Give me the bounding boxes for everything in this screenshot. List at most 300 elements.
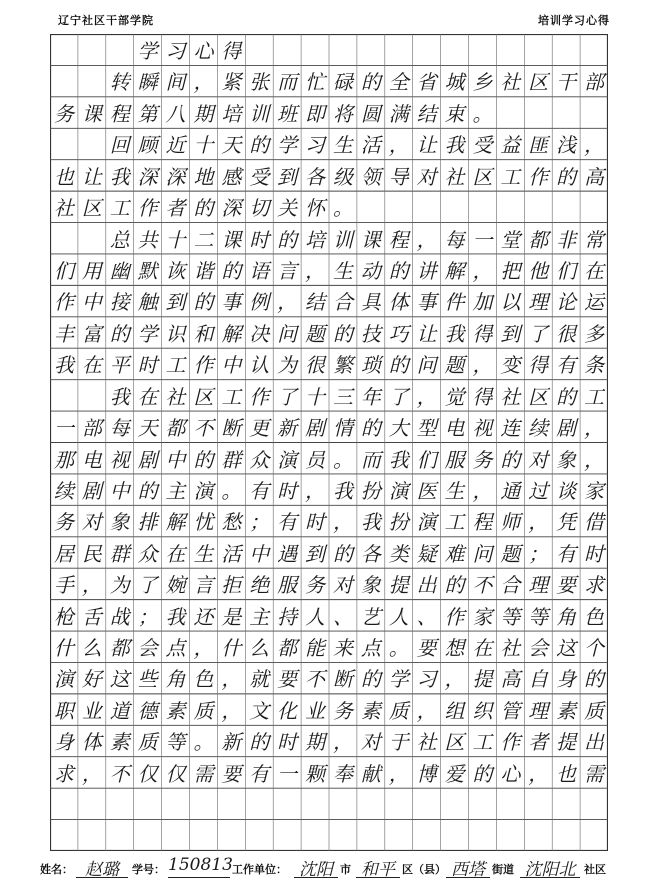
grid-character: 有	[249, 478, 270, 503]
grid-character: 运	[584, 290, 605, 315]
grid-character: 生	[332, 258, 353, 283]
grid-character: 共	[137, 227, 158, 252]
grid-character: 习	[165, 39, 186, 63]
grid-character: 学	[388, 667, 409, 692]
grid-character: 不	[305, 667, 326, 692]
grid-character: 合	[500, 573, 521, 598]
grid-character: 通	[500, 478, 521, 503]
grid-character: 仅	[137, 761, 158, 786]
grid-character: 间	[165, 70, 186, 95]
grid-character: 我	[444, 321, 465, 346]
grid-character: 断	[332, 667, 353, 692]
grid-character: 都	[277, 636, 298, 661]
grid-character: 素	[165, 698, 186, 723]
grid-character: 务	[53, 101, 74, 126]
grid-character: 了	[388, 384, 409, 409]
grid-character: 仅	[165, 761, 186, 786]
grid-character: 等	[500, 604, 521, 629]
grid-character: 一	[277, 761, 298, 786]
grid-character: 的	[193, 290, 214, 315]
grid-character: 培	[221, 101, 242, 126]
text-line	[50, 600, 608, 631]
grid-character: 业	[305, 698, 326, 723]
grid-character: 师	[500, 510, 521, 535]
grid-character: 时	[137, 353, 158, 378]
grid-character: 十	[305, 384, 326, 409]
grid-character: 时	[277, 478, 298, 503]
grid-character: 体	[388, 290, 409, 315]
grid-character: 社	[500, 70, 521, 95]
grid-character: 文	[249, 698, 270, 723]
grid-character: 的	[193, 447, 214, 472]
grid-character: 都	[109, 636, 130, 661]
grid-character: 剧	[81, 478, 102, 503]
grid-character: 新	[277, 416, 298, 441]
grid-character: 排	[137, 510, 158, 535]
grid-character: 身	[53, 730, 74, 755]
grid-sheet	[50, 34, 608, 851]
grid-character: 培	[305, 227, 326, 252]
grid-character: 得	[221, 39, 242, 63]
grid-character	[78, 384, 106, 410]
grid-character: ，	[332, 510, 353, 535]
grid-character: 谈	[556, 478, 577, 503]
grid-character: 以	[500, 290, 521, 315]
grid-character: 怀	[305, 196, 326, 221]
grid-character: 区	[193, 384, 214, 409]
grid-character: 剧	[137, 447, 158, 472]
grid-character: 认	[249, 353, 270, 378]
grid-character: 的	[584, 667, 605, 692]
text-line	[50, 631, 608, 662]
grid-character: 主	[165, 478, 186, 503]
grid-character: 众	[249, 447, 270, 472]
grid-character: 生	[444, 478, 465, 503]
grid-character: 剧	[305, 416, 326, 441]
grid-character: 十	[193, 133, 214, 158]
grid-character: 社	[500, 384, 521, 409]
grid-character: 浅	[556, 133, 577, 158]
grid-character: 愁	[221, 510, 242, 535]
grid-character: 圆	[360, 101, 381, 126]
grid-character: 。	[193, 730, 214, 755]
grid-character: 作	[53, 290, 74, 315]
grid-character: 工	[500, 164, 521, 189]
grid-character: 更	[249, 416, 270, 441]
text-line	[50, 568, 608, 599]
grid-character: 理	[528, 698, 549, 723]
grid-character: 我	[332, 478, 353, 503]
grid-character: 质	[193, 698, 214, 723]
grid-character: 忧	[193, 510, 214, 535]
grid-character	[50, 38, 78, 64]
grid-character: 满	[388, 101, 409, 126]
grid-character: 凭	[556, 510, 577, 535]
grid-character: ，	[416, 227, 437, 252]
grid-character: 碌	[332, 70, 353, 95]
grid-character: 言	[277, 258, 298, 283]
grid-character: 连	[500, 416, 521, 441]
grid-character: ，	[332, 730, 353, 755]
grid-character: 在	[584, 258, 605, 283]
grid-character: 社	[500, 636, 521, 661]
grid-character: 来	[332, 636, 353, 661]
grid-character: ，	[388, 761, 409, 786]
grid-character: 的	[332, 321, 353, 346]
grid-character: 务	[53, 510, 74, 535]
grid-character: 问	[472, 541, 493, 566]
grid-character: 活	[221, 541, 242, 566]
grid-character: 作	[500, 730, 521, 755]
grid-character	[106, 38, 134, 64]
grid-character: 续	[528, 416, 549, 441]
grid-character: 导	[388, 164, 409, 189]
grid-character: 让	[81, 164, 102, 189]
grid-character: 的	[500, 447, 521, 472]
grid-character: 业	[81, 698, 102, 723]
grid-character: 对	[360, 730, 381, 755]
grid-character	[78, 38, 106, 64]
grid-character: 让	[416, 133, 437, 158]
grid-character: 我	[109, 384, 130, 409]
grid-character: 提	[472, 667, 493, 692]
grid-character: 工	[109, 196, 130, 221]
grid-character: 于	[388, 730, 409, 755]
name-value: 赵璐	[76, 855, 128, 878]
grid-character: ，	[193, 636, 214, 661]
grid-character: 回	[109, 133, 130, 158]
grid-character: 务	[332, 698, 353, 723]
grid-character: 人	[305, 604, 326, 629]
grid-character: 顾	[137, 133, 158, 158]
grid-character: 、	[416, 604, 437, 629]
grid-character: 对	[528, 447, 549, 472]
grid-character: 借	[584, 510, 605, 535]
grid-character: 、	[332, 604, 353, 629]
grid-character: 职	[53, 698, 74, 723]
grid-character: 的	[277, 227, 298, 252]
grid-character: 婉	[165, 573, 186, 598]
grid-character: 合	[332, 290, 353, 315]
grid-character: 匪	[528, 133, 549, 158]
work-unit-label: 工作单位：	[232, 863, 287, 876]
grid-character: ，	[277, 290, 298, 315]
grid-character: 区	[444, 730, 465, 755]
grid-character: 过	[528, 478, 549, 503]
grid-character: 枪	[53, 604, 74, 629]
grid-character: 受	[249, 164, 270, 189]
grid-character: 员	[305, 447, 326, 472]
grid-character: 谐	[193, 258, 214, 283]
grid-character: 每	[109, 416, 130, 441]
grid-character: 事	[416, 290, 437, 315]
grid-character: 学	[277, 133, 298, 158]
grid-character: ；	[528, 541, 549, 566]
grid-character: 疑	[416, 541, 437, 566]
grid-character: 讲	[416, 258, 437, 283]
grid-character: 非	[556, 227, 577, 252]
grid-character: 自	[528, 667, 549, 692]
grid-character: 紧	[221, 70, 242, 95]
grid-character: 各	[360, 541, 381, 566]
grid-character: 到	[500, 321, 521, 346]
grid-character: 论	[556, 290, 577, 315]
grid-character: 者	[528, 730, 549, 755]
grid-character: 演	[53, 667, 74, 692]
grid-character: 作	[444, 604, 465, 629]
grid-character: 得	[472, 321, 493, 346]
grid-character: 结	[305, 290, 326, 315]
grid-character: 束	[444, 101, 465, 126]
grid-character: 工	[165, 353, 186, 378]
grid-character: 和	[193, 321, 214, 346]
grid-character: 情	[332, 416, 353, 441]
grid-character: ，	[221, 698, 242, 723]
grid-character: 深	[165, 164, 186, 189]
grid-character: 在	[137, 384, 158, 409]
text-line	[50, 505, 608, 536]
student-id-value: 150813	[168, 855, 230, 878]
city-value: 沈阳	[294, 855, 338, 878]
grid-character: 觉	[444, 384, 465, 409]
grid-character: ，	[528, 761, 549, 786]
grid-character: 让	[416, 321, 437, 346]
grid-character: 会	[137, 636, 158, 661]
grid-character: ，	[416, 698, 437, 723]
grid-character: 到	[165, 290, 186, 315]
grid-character: 每	[444, 227, 465, 252]
grid-character: 作	[137, 196, 158, 221]
grid-character: 习	[305, 133, 326, 158]
grid-character: 活	[360, 133, 381, 158]
text-line	[50, 694, 608, 725]
grid-character: 务	[472, 447, 493, 472]
grid-character: 工	[221, 384, 242, 409]
document-type: 培训学习心得	[538, 14, 610, 27]
grid-character: 理	[528, 290, 549, 315]
grid-character: 的	[193, 196, 214, 221]
grid-character: 。	[332, 196, 353, 221]
grid-character	[50, 384, 78, 410]
grid-character: 级	[332, 164, 353, 189]
grid-character: 了	[528, 321, 549, 346]
text-line	[50, 34, 608, 65]
grid-character: 会	[528, 636, 549, 661]
grid-character: 全	[388, 70, 409, 95]
grid-character: 省	[416, 70, 437, 95]
grid-character: 点	[165, 636, 186, 661]
grid-character: 社	[165, 384, 186, 409]
grid-character: 好	[81, 667, 102, 692]
grid-character: 难	[444, 541, 465, 566]
grid-character: 家	[584, 478, 605, 503]
text-line	[50, 380, 608, 411]
grid-character: 对	[81, 510, 102, 535]
grid-character: 有	[249, 761, 270, 786]
grid-character: 服	[444, 447, 465, 472]
grid-character: ，	[416, 384, 437, 409]
grid-character: 提	[556, 730, 577, 755]
grid-character	[50, 227, 78, 253]
grid-character: 们	[53, 258, 74, 283]
grid-character: 结	[416, 101, 437, 126]
grid-character: 在	[165, 541, 186, 566]
grid-character: 。	[472, 101, 493, 126]
grid-character: ，	[81, 573, 102, 598]
text-line	[50, 757, 608, 788]
grid-character: 第	[137, 101, 158, 126]
grid-character: 堂	[500, 227, 521, 252]
grid-character: 民	[81, 541, 102, 566]
community-value: 沈阳北	[520, 855, 580, 878]
grid-character: 群	[221, 447, 242, 472]
grid-character: 常	[584, 227, 605, 252]
grid-character: 的	[360, 667, 381, 692]
grid-character: 变	[500, 353, 521, 378]
grid-character: 深	[221, 196, 242, 221]
grid-character: 具	[360, 290, 381, 315]
grid-character: 中	[81, 290, 102, 315]
grid-character: 身	[556, 667, 577, 692]
grid-character: 一	[472, 227, 493, 252]
district-value: 和平	[356, 855, 400, 878]
grid-character: ；	[137, 604, 158, 629]
grid-character: 化	[277, 698, 298, 723]
grid-character: 深	[137, 164, 158, 189]
grid-character: 舌	[81, 604, 102, 629]
grid-character: 等	[165, 730, 186, 755]
grid-character: 扮	[388, 510, 409, 535]
grid-character: 社	[53, 196, 74, 221]
grid-character: 区	[472, 164, 493, 189]
grid-character: ，	[388, 133, 409, 158]
grid-character: 人	[388, 604, 409, 629]
grid-character: 在	[472, 636, 493, 661]
grid-character: 题	[444, 353, 465, 378]
grid-character: 例	[249, 290, 270, 315]
grid-character: 到	[305, 541, 326, 566]
grid-character: 的	[556, 384, 577, 409]
name-label: 姓名：	[40, 863, 73, 876]
grid-character: 巧	[388, 321, 409, 346]
text-line	[50, 97, 608, 128]
grid-character: 就	[249, 667, 270, 692]
grid-character: 医	[416, 478, 437, 503]
grid-character	[78, 132, 106, 158]
grid-character: 的	[360, 70, 381, 95]
grid-character: 博	[416, 761, 437, 786]
grid-character: 在	[81, 353, 102, 378]
grid-character: 是	[221, 604, 242, 629]
grid-character: ，	[472, 478, 493, 503]
grid-character: 的	[388, 353, 409, 378]
grid-character: 诙	[165, 258, 186, 283]
grid-character: 乡	[472, 70, 493, 95]
grid-character: 部	[584, 70, 605, 95]
grid-character: 不	[472, 573, 493, 598]
grid-character: 什	[53, 636, 74, 661]
grid-character: 要	[277, 667, 298, 692]
grid-character: 作	[193, 353, 214, 378]
grid-character: 区	[528, 70, 549, 95]
text-line	[50, 65, 608, 96]
grid-character: 素	[109, 730, 130, 755]
grid-character: 题	[305, 321, 326, 346]
grid-character: 居	[53, 541, 74, 566]
text-line	[50, 411, 608, 442]
grid-character: 决	[249, 321, 270, 346]
grid-character: ，	[81, 761, 102, 786]
grid-character: 解	[165, 510, 186, 535]
grid-character: 心	[193, 39, 214, 63]
grid-character: 即	[305, 101, 326, 126]
grid-character: 新	[221, 730, 242, 755]
grid-character: 解	[444, 258, 465, 283]
grid-character: 受	[472, 133, 493, 158]
grid-character	[78, 69, 106, 95]
institution-name: 辽宁社区干部学院	[58, 14, 154, 27]
grid-character: 社	[416, 730, 437, 755]
grid-character: 能	[305, 636, 326, 661]
grid-character: 我	[53, 353, 74, 378]
grid-character: 群	[109, 541, 130, 566]
grid-character: 的	[109, 321, 130, 346]
grid-character: 感	[221, 164, 242, 189]
grid-character: 生	[332, 133, 353, 158]
grid-character: 型	[416, 416, 437, 441]
grid-character: 需	[584, 761, 605, 786]
grid-character: 么	[249, 636, 270, 661]
grid-character: 奉	[332, 761, 353, 786]
grid-character: 转	[109, 70, 130, 95]
grid-character: 八	[165, 101, 186, 126]
grid-character: 那	[53, 447, 74, 472]
text-line	[50, 128, 608, 159]
text-line	[50, 537, 608, 568]
grid-character: 期	[193, 101, 214, 126]
grid-character: ，	[584, 133, 605, 158]
grid-character: 领	[360, 164, 381, 189]
grid-character: 中	[109, 478, 130, 503]
grid-character: 都	[165, 416, 186, 441]
grid-character: 者	[165, 196, 186, 221]
grid-character: 工	[444, 510, 465, 535]
text-line	[50, 725, 608, 756]
text-line	[50, 662, 608, 693]
grid-character: 视	[109, 447, 130, 472]
grid-character: 将	[332, 101, 353, 126]
grid-character: 得	[528, 353, 549, 378]
grid-character: 也	[53, 164, 74, 189]
grid-character: 到	[277, 164, 298, 189]
city-suffix: 市	[340, 863, 351, 876]
text-line	[50, 160, 608, 191]
grid-character: 了	[137, 573, 158, 598]
grid-character: 作	[528, 164, 549, 189]
grid-character: 演	[416, 510, 437, 535]
grid-character: 得	[472, 384, 493, 409]
grid-character: 平	[109, 353, 130, 378]
grid-character: 有	[556, 353, 577, 378]
text-line	[50, 223, 608, 254]
grid-character: 干	[556, 70, 577, 95]
grid-character: 的	[556, 164, 577, 189]
grid-character: 忙	[305, 70, 326, 95]
grid-character: 。	[388, 636, 409, 661]
grid-character: 们	[556, 258, 577, 283]
grid-character: 年	[360, 384, 381, 409]
street-value: 西塔	[446, 855, 490, 878]
